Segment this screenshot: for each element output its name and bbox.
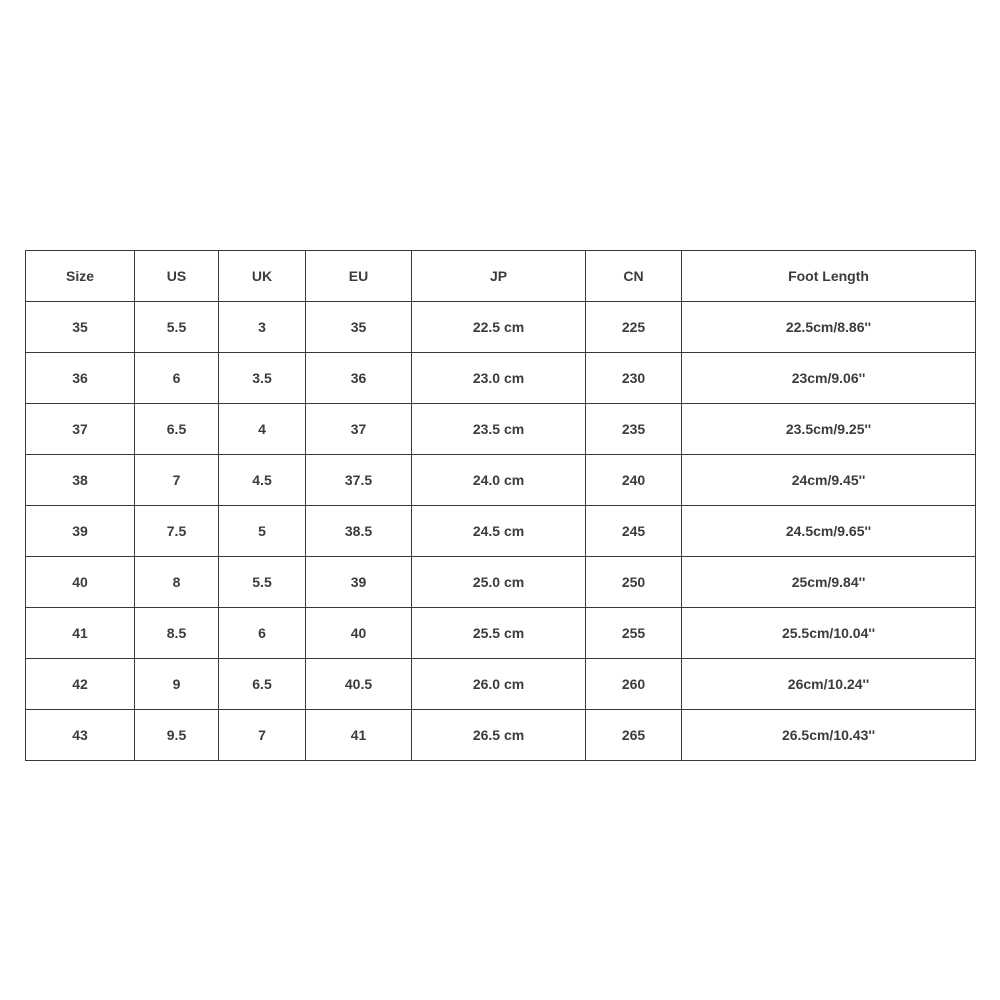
cell-us: 9 — [135, 659, 219, 710]
cell-uk: 6.5 — [219, 659, 306, 710]
cell-eu: 40 — [306, 608, 412, 659]
cell-eu: 41 — [306, 710, 412, 761]
size-chart-table — [25, 250, 976, 761]
header-cn: CN — [586, 251, 682, 302]
cell-jp: 24.0 cm — [412, 455, 586, 506]
cell-cn: 230 — [586, 353, 682, 404]
cell-uk: 4.5 — [219, 455, 306, 506]
cell-cn: 265 — [586, 710, 682, 761]
cell-size: 38 — [26, 455, 135, 506]
cell-eu: 39 — [306, 557, 412, 608]
header-size: Size — [26, 251, 135, 302]
cell-foot-length: 26.5cm/10.43'' — [682, 710, 976, 761]
table-row — [26, 710, 976, 761]
cell-us: 8.5 — [135, 608, 219, 659]
header-eu: EU — [306, 251, 412, 302]
cell-jp: 23.0 cm — [412, 353, 586, 404]
header-foot-length: Foot Length — [682, 251, 976, 302]
cell-us: 8 — [135, 557, 219, 608]
cell-size: 36 — [26, 353, 135, 404]
cell-foot-length: 26cm/10.24'' — [682, 659, 976, 710]
cell-size: 37 — [26, 404, 135, 455]
table-row — [26, 506, 976, 557]
cell-uk: 6 — [219, 608, 306, 659]
cell-cn: 240 — [586, 455, 682, 506]
cell-size: 40 — [26, 557, 135, 608]
cell-uk: 4 — [219, 404, 306, 455]
table-row — [26, 455, 976, 506]
cell-uk: 3.5 — [219, 353, 306, 404]
cell-uk: 5.5 — [219, 557, 306, 608]
header-uk: UK — [219, 251, 306, 302]
cell-cn: 235 — [586, 404, 682, 455]
cell-us: 7 — [135, 455, 219, 506]
cell-foot-length: 23cm/9.06'' — [682, 353, 976, 404]
cell-eu: 38.5 — [306, 506, 412, 557]
cell-foot-length: 24cm/9.45'' — [682, 455, 976, 506]
cell-size: 35 — [26, 302, 135, 353]
cell-cn: 250 — [586, 557, 682, 608]
cell-uk: 3 — [219, 302, 306, 353]
header-us: US — [135, 251, 219, 302]
cell-cn: 255 — [586, 608, 682, 659]
cell-size: 39 — [26, 506, 135, 557]
cell-cn: 245 — [586, 506, 682, 557]
cell-us: 9.5 — [135, 710, 219, 761]
table-row — [26, 608, 976, 659]
cell-foot-length: 23.5cm/9.25'' — [682, 404, 976, 455]
header-row — [26, 251, 976, 302]
cell-eu: 40.5 — [306, 659, 412, 710]
cell-foot-length: 25.5cm/10.04'' — [682, 608, 976, 659]
cell-size: 41 — [26, 608, 135, 659]
cell-eu: 35 — [306, 302, 412, 353]
table-row — [26, 302, 976, 353]
table-row — [26, 353, 976, 404]
cell-us: 7.5 — [135, 506, 219, 557]
cell-eu: 37.5 — [306, 455, 412, 506]
cell-jp: 25.5 cm — [412, 608, 586, 659]
cell-jp: 23.5 cm — [412, 404, 586, 455]
cell-eu: 36 — [306, 353, 412, 404]
cell-jp: 22.5 cm — [412, 302, 586, 353]
cell-foot-length: 25cm/9.84'' — [682, 557, 976, 608]
cell-jp: 26.5 cm — [412, 710, 586, 761]
cell-size: 43 — [26, 710, 135, 761]
cell-eu: 37 — [306, 404, 412, 455]
cell-uk: 5 — [219, 506, 306, 557]
cell-foot-length: 24.5cm/9.65'' — [682, 506, 976, 557]
cell-us: 6.5 — [135, 404, 219, 455]
cell-jp: 24.5 cm — [412, 506, 586, 557]
header-jp: JP — [412, 251, 586, 302]
cell-size: 42 — [26, 659, 135, 710]
table-row — [26, 557, 976, 608]
cell-us: 6 — [135, 353, 219, 404]
table-row — [26, 404, 976, 455]
cell-foot-length: 22.5cm/8.86'' — [682, 302, 976, 353]
cell-cn: 260 — [586, 659, 682, 710]
cell-jp: 25.0 cm — [412, 557, 586, 608]
cell-us: 5.5 — [135, 302, 219, 353]
cell-jp: 26.0 cm — [412, 659, 586, 710]
cell-uk: 7 — [219, 710, 306, 761]
cell-cn: 225 — [586, 302, 682, 353]
table-row — [26, 659, 976, 710]
